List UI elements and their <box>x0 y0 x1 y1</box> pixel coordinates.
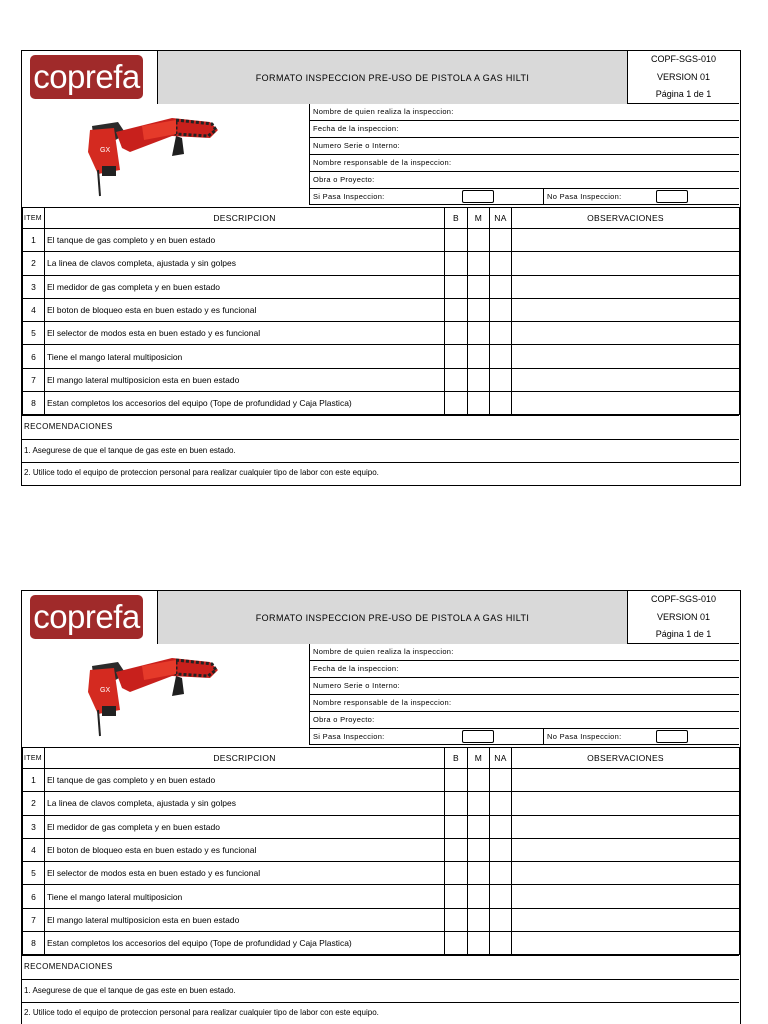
cell-na[interactable] <box>490 815 512 838</box>
cell-observaciones[interactable] <box>512 392 740 415</box>
item-number: 3 <box>23 815 45 838</box>
table-row <box>23 345 740 368</box>
svg-text:GX: GX <box>100 687 111 694</box>
table-row <box>23 769 740 792</box>
recommendation-item: 2. Utilice todo el equipo de proteccion personal para realizar cualquier tipo de labor con este equipo. <box>22 1002 739 1024</box>
info-field[interactable]: Numero Serie o Interno: <box>310 678 739 695</box>
table-row <box>23 932 740 955</box>
cell-b[interactable] <box>445 862 468 885</box>
pass-fail-row <box>310 189 739 205</box>
cell-m[interactable] <box>468 792 490 815</box>
product-image-cell <box>22 644 309 745</box>
svg-text:GX: GX <box>100 147 111 154</box>
cell-b[interactable] <box>445 815 468 838</box>
col-m: M <box>468 748 490 769</box>
cell-na[interactable] <box>490 229 512 252</box>
item-number: 1 <box>23 769 45 792</box>
info-field[interactable]: Obra o Proyecto: <box>310 172 739 189</box>
cell-observaciones[interactable] <box>512 932 740 955</box>
cell-observaciones[interactable] <box>512 275 740 298</box>
cell-observaciones[interactable] <box>512 815 740 838</box>
coprefa-logo: coprefa <box>30 55 143 99</box>
cell-observaciones[interactable] <box>512 769 740 792</box>
document-version: VERSION 01 <box>656 611 711 622</box>
fail-checkbox[interactable] <box>656 730 688 743</box>
cell-na[interactable] <box>490 252 512 275</box>
col-b: B <box>445 748 468 769</box>
item-description: El tanque de gas completo y en buen estado <box>45 769 445 792</box>
cell-m[interactable] <box>468 392 490 415</box>
document-code: COPF-SGS-010 <box>650 54 717 64</box>
info-field[interactable]: Obra o Proyecto: <box>310 712 739 729</box>
col-descripcion: DESCRIPCION <box>45 208 445 229</box>
cell-observaciones[interactable] <box>512 862 740 885</box>
cell-b[interactable] <box>445 298 468 321</box>
item-number: 2 <box>23 792 45 815</box>
info-field[interactable]: Nombre responsable de la inspeccion: <box>310 695 739 712</box>
nail-gun-image <box>72 648 222 740</box>
recommendation-item: 1. Asegurese de que el tanque de gas este en buen estado. <box>22 439 739 462</box>
divider <box>543 189 544 205</box>
fail-checkbox[interactable] <box>656 190 688 203</box>
cell-b[interactable] <box>445 792 468 815</box>
product-image-cell <box>22 104 309 205</box>
logo-cell <box>22 591 158 644</box>
table-row <box>23 792 740 815</box>
item-description: La linea de clavos completa, ajustada y sin golpes <box>45 252 445 275</box>
item-description: Tiene el mango lateral multiposicion <box>45 345 445 368</box>
item-description: Tiene el mango lateral multiposicion <box>45 885 445 908</box>
cell-m[interactable] <box>468 769 490 792</box>
col-descripcion: DESCRIPCION <box>45 748 445 769</box>
item-description: El boton de bloqueo esta en buen estado y es funcional <box>45 838 445 861</box>
cell-m[interactable] <box>468 298 490 321</box>
cell-m[interactable] <box>468 252 490 275</box>
pass-label: Si Pasa Inspeccion: <box>313 732 385 741</box>
recommendation-item: 2. Utilice todo el equipo de proteccion personal para realizar cualquier tipo de labor con este equipo. <box>22 462 739 484</box>
cell-na[interactable] <box>490 932 512 955</box>
item-description: El selector de modos esta en buen estado y es funcional <box>45 322 445 345</box>
pass-label: Si Pasa Inspeccion: <box>313 192 385 201</box>
cell-b[interactable] <box>445 769 468 792</box>
item-description: La linea de clavos completa, ajustada y sin golpes <box>45 792 445 815</box>
cell-na[interactable] <box>490 368 512 391</box>
item-description: El tanque de gas completo y en buen estado <box>45 229 445 252</box>
cell-b[interactable] <box>445 345 468 368</box>
table-row <box>23 885 740 908</box>
inspection-info <box>309 104 739 205</box>
item-description: El boton de bloqueo esta en buen estado y es funcional <box>45 298 445 321</box>
cell-b[interactable] <box>445 908 468 931</box>
item-description: El mango lateral multiposicion esta en buen estado <box>45 368 445 391</box>
form-title: FORMATO INSPECCION PRE-USO DE PISTOLA A GAS HILTI <box>158 51 628 104</box>
info-field[interactable]: Nombre responsable de la inspeccion: <box>310 155 739 172</box>
table-row <box>23 815 740 838</box>
inspection-form <box>21 590 741 1024</box>
cell-na[interactable] <box>490 838 512 861</box>
table-row <box>23 298 740 321</box>
pass-checkbox[interactable] <box>462 190 494 203</box>
item-number: 4 <box>23 298 45 321</box>
cell-m[interactable] <box>468 838 490 861</box>
form-title: FORMATO INSPECCION PRE-USO DE PISTOLA A GAS HILTI <box>158 591 628 644</box>
item-number: 8 <box>23 932 45 955</box>
item-number: 6 <box>23 345 45 368</box>
item-number: 8 <box>23 392 45 415</box>
table-row <box>23 275 740 298</box>
cell-observaciones[interactable] <box>512 345 740 368</box>
item-number: 3 <box>23 275 45 298</box>
item-number: 2 <box>23 252 45 275</box>
table-row <box>23 322 740 345</box>
fail-label: No Pasa Inspeccion: <box>547 192 622 201</box>
recommendations-heading: RECOMENDACIONES <box>22 415 739 439</box>
item-description: Estan completos los accesorios del equipo (Tope de profundidad y Caja Plastica) <box>45 392 445 415</box>
item-description: El medidor de gas completa y en buen estado <box>45 815 445 838</box>
document-control <box>628 51 739 104</box>
cell-observaciones[interactable] <box>512 298 740 321</box>
item-description: El medidor de gas completa y en buen estado <box>45 275 445 298</box>
col-b: B <box>445 208 468 229</box>
inspection-table <box>22 747 740 955</box>
cell-na[interactable] <box>490 345 512 368</box>
recommendations-heading: RECOMENDACIONES <box>22 955 739 979</box>
col-observaciones: OBSERVACIONES <box>512 208 740 229</box>
cell-na[interactable] <box>490 275 512 298</box>
item-number: 7 <box>23 368 45 391</box>
cell-m[interactable] <box>468 908 490 931</box>
inspection-form <box>21 50 741 486</box>
cell-b[interactable] <box>445 392 468 415</box>
info-field[interactable]: Nombre de quien realiza la inspeccion: <box>310 644 739 661</box>
cell-m[interactable] <box>468 815 490 838</box>
cell-b[interactable] <box>445 322 468 345</box>
table-row <box>23 862 740 885</box>
cell-observaciones[interactable] <box>512 368 740 391</box>
info-field[interactable]: Fecha de la inspeccion: <box>310 661 739 678</box>
inspection-info <box>309 644 739 745</box>
col-item: ITEM <box>23 748 45 769</box>
cell-m[interactable] <box>468 275 490 298</box>
cell-na[interactable] <box>490 322 512 345</box>
divider <box>543 729 544 745</box>
cell-b[interactable] <box>445 838 468 861</box>
item-description: Estan completos los accesorios del equipo (Tope de profundidad y Caja Plastica) <box>45 932 445 955</box>
page-number: Página 1 de 1 <box>655 89 712 100</box>
table-row <box>23 838 740 861</box>
inspection-table <box>22 207 740 415</box>
cell-observaciones[interactable] <box>512 322 740 345</box>
item-number: 7 <box>23 908 45 931</box>
item-number: 5 <box>23 862 45 885</box>
form-header <box>22 51 739 104</box>
info-field[interactable]: Numero Serie o Interno: <box>310 138 739 155</box>
col-na: NA <box>490 748 512 769</box>
table-row <box>23 908 740 931</box>
item-number: 6 <box>23 885 45 908</box>
cell-observaciones[interactable] <box>512 792 740 815</box>
cell-na[interactable] <box>490 792 512 815</box>
col-m: M <box>468 208 490 229</box>
document-version: VERSION 01 <box>656 71 711 82</box>
recommendation-item: 1. Asegurese de que el tanque de gas este en buen estado. <box>22 979 739 1002</box>
table-header <box>23 208 740 229</box>
info-field[interactable]: Fecha de la inspeccion: <box>310 121 739 138</box>
col-na: NA <box>490 208 512 229</box>
cell-m[interactable] <box>468 862 490 885</box>
cell-observaciones[interactable] <box>512 908 740 931</box>
cell-na[interactable] <box>490 908 512 931</box>
cell-m[interactable] <box>468 932 490 955</box>
cell-m[interactable] <box>468 345 490 368</box>
item-description: El mango lateral multiposicion esta en buen estado <box>45 908 445 931</box>
pass-checkbox[interactable] <box>462 730 494 743</box>
cell-m[interactable] <box>468 885 490 908</box>
item-number: 4 <box>23 838 45 861</box>
col-item: ITEM <box>23 208 45 229</box>
table-header <box>23 748 740 769</box>
page-number: Página 1 de 1 <box>655 629 712 640</box>
cell-b[interactable] <box>445 932 468 955</box>
table-row <box>23 368 740 391</box>
cell-na[interactable] <box>490 392 512 415</box>
cell-na[interactable] <box>490 885 512 908</box>
table-row <box>23 392 740 415</box>
cell-m[interactable] <box>468 368 490 391</box>
cell-b[interactable] <box>445 368 468 391</box>
cell-b[interactable] <box>445 229 468 252</box>
cell-na[interactable] <box>490 769 512 792</box>
cell-observaciones[interactable] <box>512 838 740 861</box>
item-number: 1 <box>23 229 45 252</box>
cell-na[interactable] <box>490 862 512 885</box>
info-field[interactable]: Nombre de quien realiza la inspeccion: <box>310 104 739 121</box>
cell-m[interactable] <box>468 229 490 252</box>
cell-observaciones[interactable] <box>512 252 740 275</box>
cell-b[interactable] <box>445 275 468 298</box>
nail-gun-image <box>72 108 222 200</box>
item-description: El selector de modos esta en buen estado y es funcional <box>45 862 445 885</box>
logo-cell <box>22 51 158 104</box>
cell-observaciones[interactable] <box>512 885 740 908</box>
fail-label: No Pasa Inspeccion: <box>547 732 622 741</box>
cell-m[interactable] <box>468 322 490 345</box>
pass-fail-row <box>310 729 739 745</box>
document-control <box>628 591 739 644</box>
document-code: COPF-SGS-010 <box>650 594 717 604</box>
form-header <box>22 591 739 644</box>
cell-b[interactable] <box>445 885 468 908</box>
table-row <box>23 229 740 252</box>
cell-na[interactable] <box>490 298 512 321</box>
cell-b[interactable] <box>445 252 468 275</box>
item-number: 5 <box>23 322 45 345</box>
coprefa-logo: coprefa <box>30 595 143 639</box>
table-row <box>23 252 740 275</box>
cell-observaciones[interactable] <box>512 229 740 252</box>
col-observaciones: OBSERVACIONES <box>512 748 740 769</box>
